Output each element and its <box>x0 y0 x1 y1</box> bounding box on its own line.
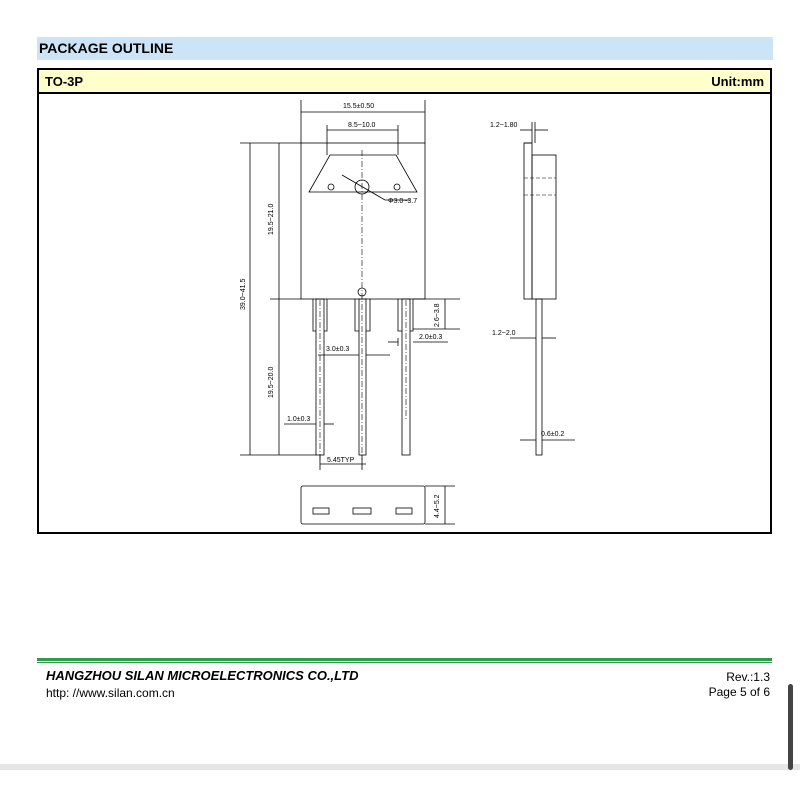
unit-label: Unit:mm <box>711 74 764 89</box>
scrollbar[interactable] <box>788 684 793 770</box>
dim-lead-thickness: 0.6±0.2 <box>541 431 565 438</box>
dim-hole: Φ3.0~3.7 <box>388 198 418 205</box>
dim-bottom-height: 4.4~5.2 <box>434 494 441 518</box>
dim-side-thickness: 1.2~1.80 <box>490 122 518 129</box>
package-name: TO-3P <box>45 74 84 89</box>
page-bottom-bar <box>0 764 800 770</box>
dim-lead-width-c: 2.0±0.3 <box>419 334 443 341</box>
footer-divider <box>37 658 772 661</box>
company-name: HANGZHOU SILAN MICROELECTRONICS CO.,LTD <box>46 668 359 683</box>
package-body <box>301 143 425 299</box>
dim-pitch: 5.45TYP <box>327 457 355 464</box>
lead-center <box>359 299 366 455</box>
revision: Rev.:1.3 <box>726 670 770 684</box>
footer-divider-thin <box>37 662 772 663</box>
tab-outline <box>309 155 417 192</box>
dim-total-length: 39.0~41.5 <box>240 278 247 310</box>
dim-tab-width: 8.5~10.0 <box>348 122 376 129</box>
dim-lead-width-a: 1.0±0.3 <box>287 416 311 423</box>
dim-body-height: 19.5~21.0 <box>268 203 275 235</box>
dim-lead-length: 19.5~20.0 <box>268 366 275 398</box>
section-title: PACKAGE OUTLINE <box>39 40 174 56</box>
dim-lead-width-b: 3.0±0.3 <box>326 346 350 353</box>
company-url: http: //www.silan.com.cn <box>46 686 175 700</box>
dim-lead-spacing: 2.6~3.8 <box>434 303 441 327</box>
page-number: Page 5 of 6 <box>708 685 770 699</box>
dim-overall-width: 15.5±0.50 <box>343 103 375 110</box>
dim-side-lead-thickness: 1.2~2.0 <box>492 330 516 337</box>
